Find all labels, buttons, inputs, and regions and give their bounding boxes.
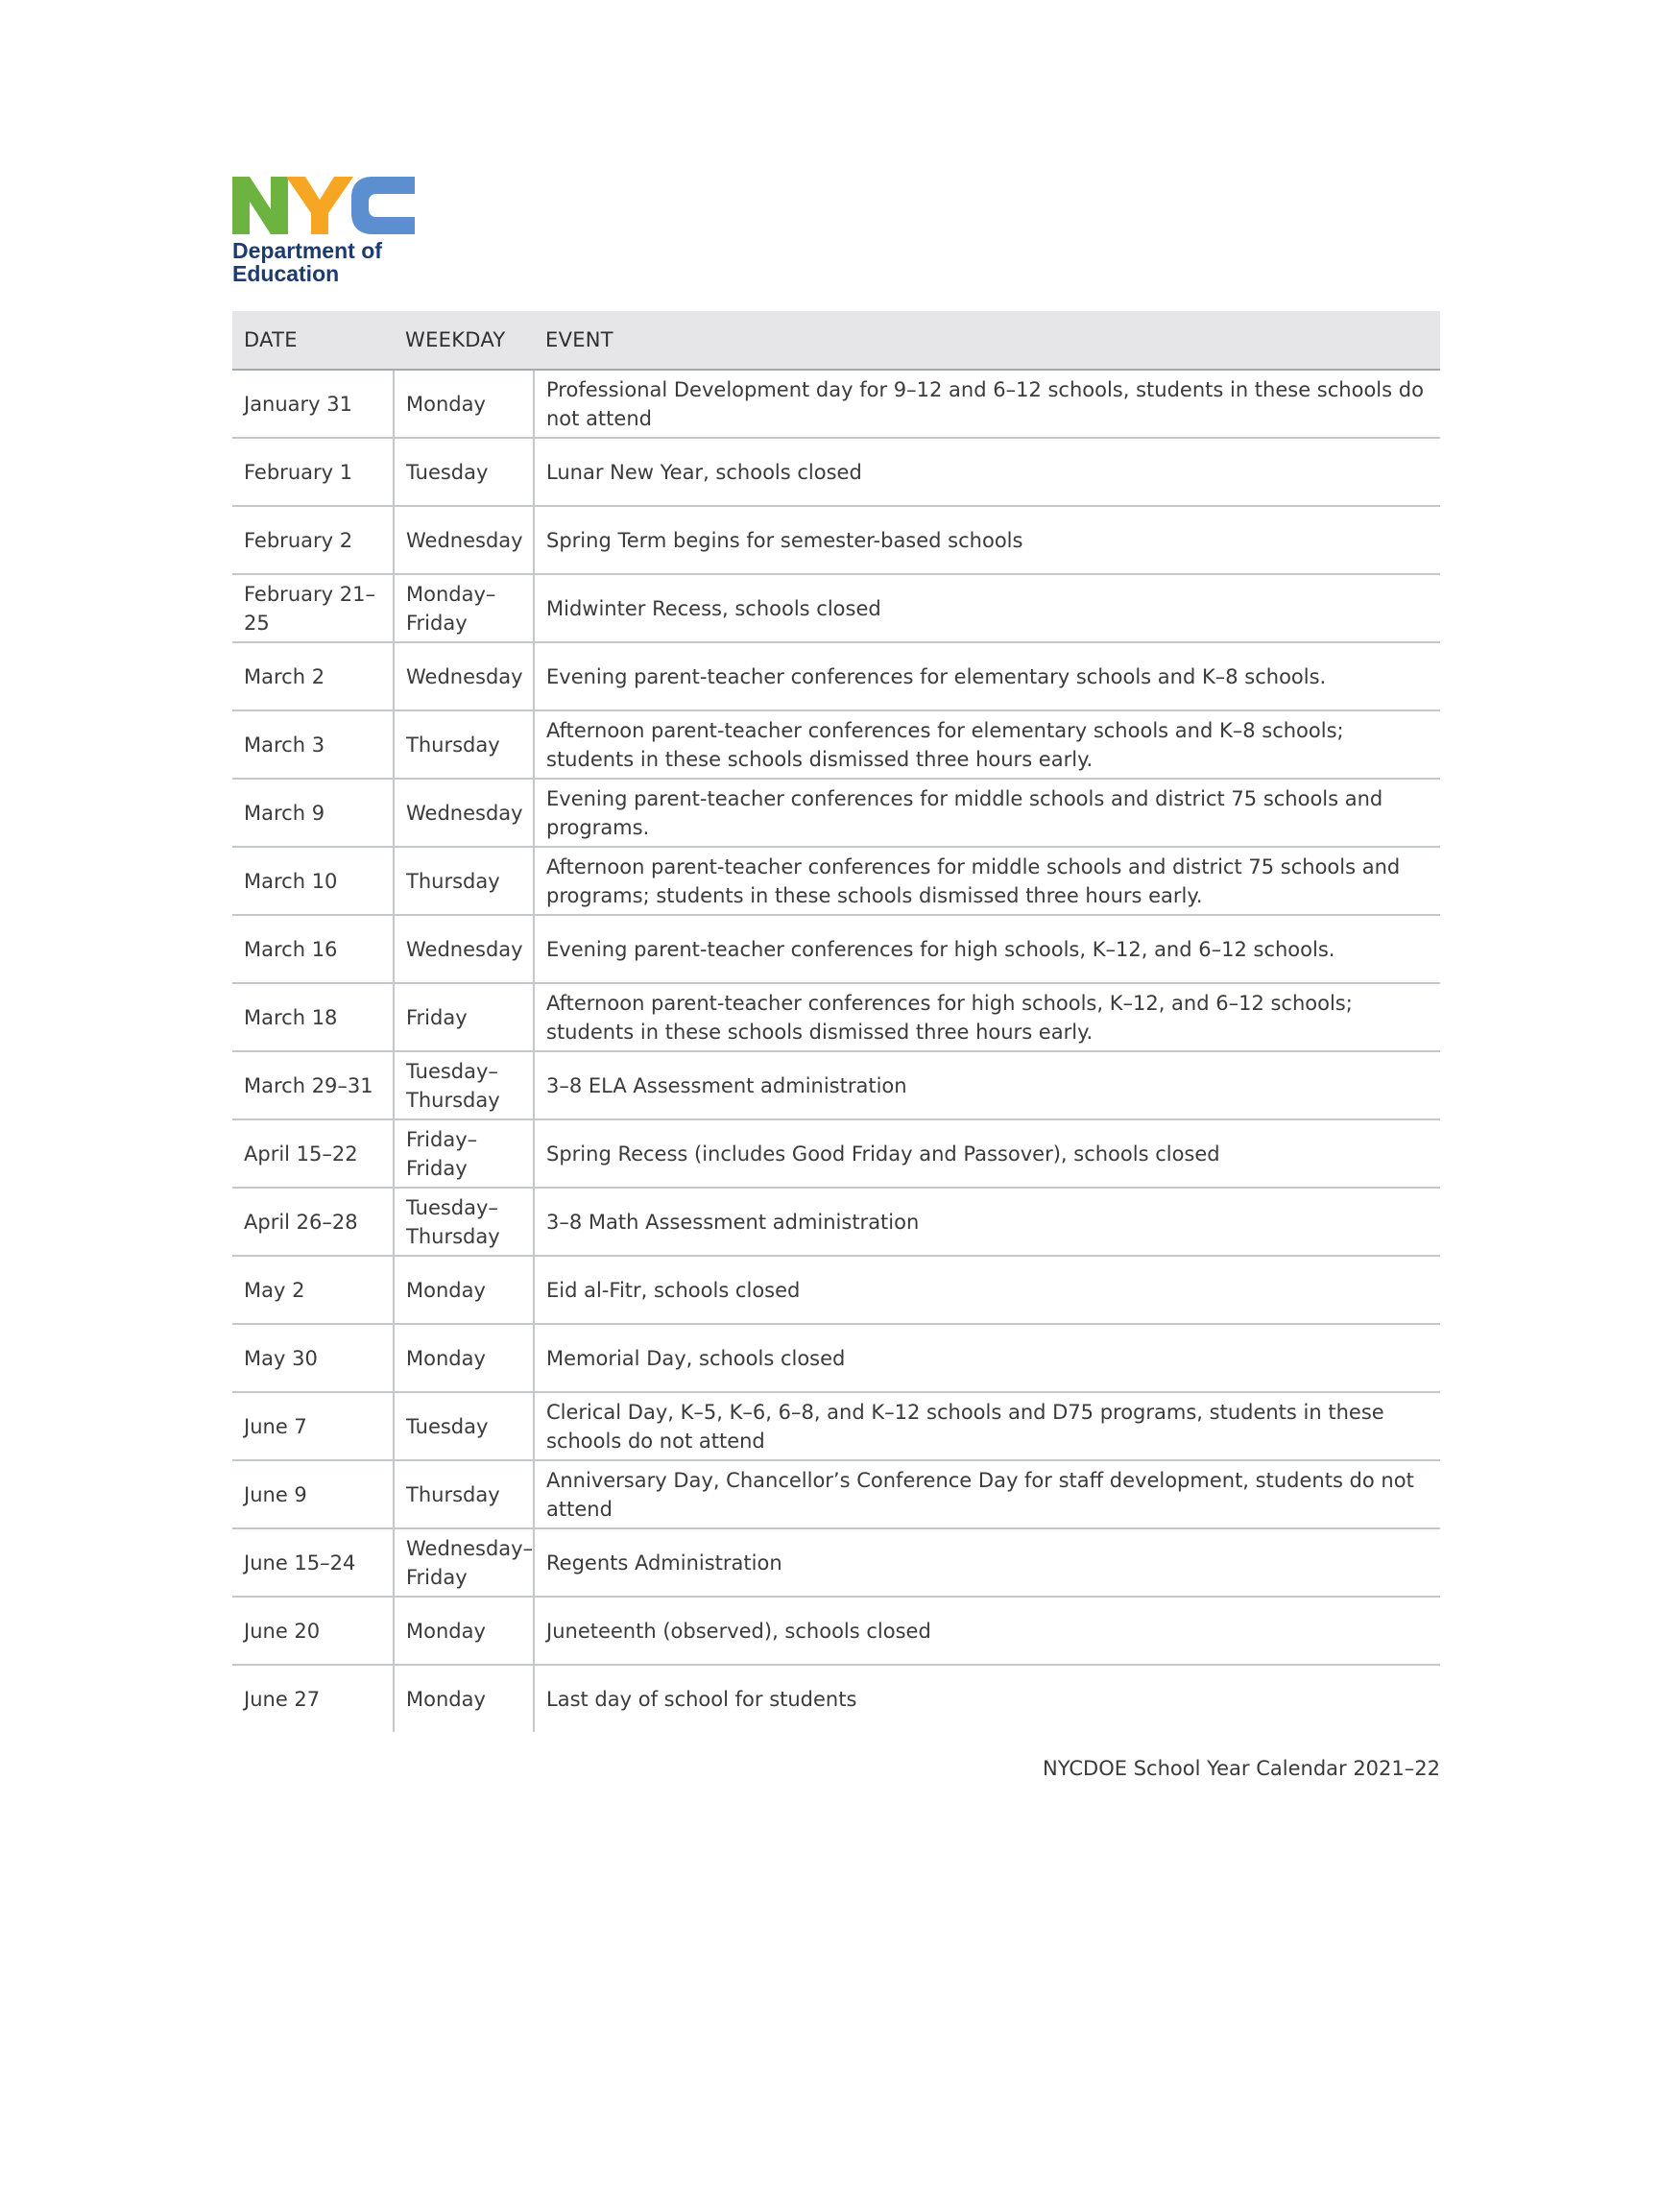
cell-event: 3–8 ELA Assessment administration: [534, 1051, 1440, 1119]
table-row: [232, 438, 1440, 506]
cell-date: March 2: [232, 642, 394, 710]
cell-event: Memorial Day, schools closed: [534, 1324, 1440, 1392]
cell-event: Afternoon parent-teacher conferences for middle schools and district 75 schools and programs; students in these schools dismissed three hours early.: [534, 847, 1440, 915]
table-row: [232, 1051, 1440, 1119]
cell-weekday: Tuesday–Thursday: [394, 1188, 534, 1256]
table-row: [232, 1460, 1440, 1528]
table-row: [232, 574, 1440, 642]
cell-date: February 21–25: [232, 574, 394, 642]
cell-event: 3–8 Math Assessment administration: [534, 1188, 1440, 1256]
nyc-logo-icon: [232, 173, 424, 240]
cell-weekday: Wednesday: [394, 915, 534, 983]
table-row: [232, 915, 1440, 983]
header-date: DATE: [232, 311, 394, 370]
cell-date: March 9: [232, 779, 394, 847]
table-row: [232, 779, 1440, 847]
cell-event: Juneteenth (observed), schools closed: [534, 1597, 1440, 1665]
cell-date: March 10: [232, 847, 394, 915]
table-row: [232, 1119, 1440, 1188]
table-row: [232, 1528, 1440, 1597]
cell-weekday: Thursday: [394, 1460, 534, 1528]
cell-date: June 7: [232, 1392, 394, 1460]
cell-date: March 3: [232, 710, 394, 779]
cell-event: Lunar New Year, schools closed: [534, 438, 1440, 506]
cell-weekday: Wednesday–Friday: [394, 1528, 534, 1597]
cell-weekday: Tuesday–Thursday: [394, 1051, 534, 1119]
table-row: [232, 1665, 1440, 1732]
cell-weekday: Tuesday: [394, 438, 534, 506]
cell-event: Afternoon parent-teacher conferences for high schools, K–12, and 6–12 schools; students in these schools dismissed three hours early.: [534, 983, 1440, 1051]
table-header: [232, 311, 1440, 370]
cell-event: Spring Recess (includes Good Friday and Passover), schools closed: [534, 1119, 1440, 1188]
nyc-doe-logo: [232, 173, 424, 288]
cell-date: April 26–28: [232, 1188, 394, 1256]
header-weekday: WEEKDAY: [394, 311, 534, 370]
table-row: [232, 847, 1440, 915]
cell-weekday: Tuesday: [394, 1392, 534, 1460]
cell-date: May 30: [232, 1324, 394, 1392]
table-row: [232, 1188, 1440, 1256]
table-row: [232, 642, 1440, 710]
cell-weekday: Wednesday: [394, 779, 534, 847]
cell-date: January 31: [232, 370, 394, 438]
cell-date: June 9: [232, 1460, 394, 1528]
table-row: [232, 710, 1440, 779]
header-event: EVENT: [534, 311, 1440, 370]
cell-event: Regents Administration: [534, 1528, 1440, 1597]
cell-event: Evening parent-teacher conferences for middle schools and district 75 schools and programs.: [534, 779, 1440, 847]
cell-event: Clerical Day, K–5, K–6, 6–8, and K–12 schools and D75 programs, students in these schools do not attend: [534, 1392, 1440, 1460]
table-row: [232, 1392, 1440, 1460]
table-row: [232, 506, 1440, 574]
cell-event: Evening parent-teacher conferences for high schools, K–12, and 6–12 schools.: [534, 915, 1440, 983]
table-row: [232, 1324, 1440, 1392]
cell-date: February 2: [232, 506, 394, 574]
cell-weekday: Monday: [394, 1665, 534, 1732]
cell-date: June 15–24: [232, 1528, 394, 1597]
cell-weekday: Wednesday: [394, 642, 534, 710]
cell-event: Eid al-Fitr, schools closed: [534, 1256, 1440, 1324]
cell-date: February 1: [232, 438, 394, 506]
cell-weekday: Monday: [394, 370, 534, 438]
table-row: [232, 983, 1440, 1051]
cell-date: March 16: [232, 915, 394, 983]
cell-weekday: Friday: [394, 983, 534, 1051]
footer-caption: NYCDOE School Year Calendar 2021–22: [1043, 1757, 1440, 1780]
org-name-line2: Education: [232, 261, 340, 286]
cell-event: Afternoon parent-teacher conferences for elementary schools and K–8 schools; students in these schools dismissed three hours early.: [534, 710, 1440, 779]
cell-weekday: Wednesday: [394, 506, 534, 574]
school-calendar-table: [232, 311, 1440, 1732]
cell-weekday: Monday–Friday: [394, 574, 534, 642]
table-row: [232, 1256, 1440, 1324]
cell-date: April 15–22: [232, 1119, 394, 1188]
cell-weekday: Monday: [394, 1256, 534, 1324]
cell-date: March 18: [232, 983, 394, 1051]
cell-weekday: Thursday: [394, 847, 534, 915]
cell-date: May 2: [232, 1256, 394, 1324]
cell-event: Professional Development day for 9–12 and 6–12 schools, students in these schools do not attend: [534, 370, 1440, 438]
cell-event: Evening parent-teacher conferences for elementary schools and K–8 schools.: [534, 642, 1440, 710]
cell-date: June 20: [232, 1597, 394, 1665]
cell-weekday: Monday: [394, 1597, 534, 1665]
cell-weekday: Thursday: [394, 710, 534, 779]
cell-event: Last day of school for students: [546, 1687, 857, 1711]
cell-date: June 27: [232, 1665, 394, 1732]
cell-date: March 29–31: [232, 1051, 394, 1119]
cell-weekday: Friday–Friday: [394, 1119, 534, 1188]
table-row: [232, 370, 1440, 438]
cell-event: Midwinter Recess, schools closed: [534, 574, 1440, 642]
cell-weekday: Monday: [394, 1324, 534, 1392]
table-body: [232, 370, 1440, 1732]
cell-event: Anniversary Day, Chancellor’s Conference Day for staff development, students do not attend: [534, 1460, 1440, 1528]
cell-event: Spring Term begins for semester-based schools: [534, 506, 1440, 574]
table-row: [232, 1597, 1440, 1665]
org-name-line1: Department of: [232, 238, 382, 263]
